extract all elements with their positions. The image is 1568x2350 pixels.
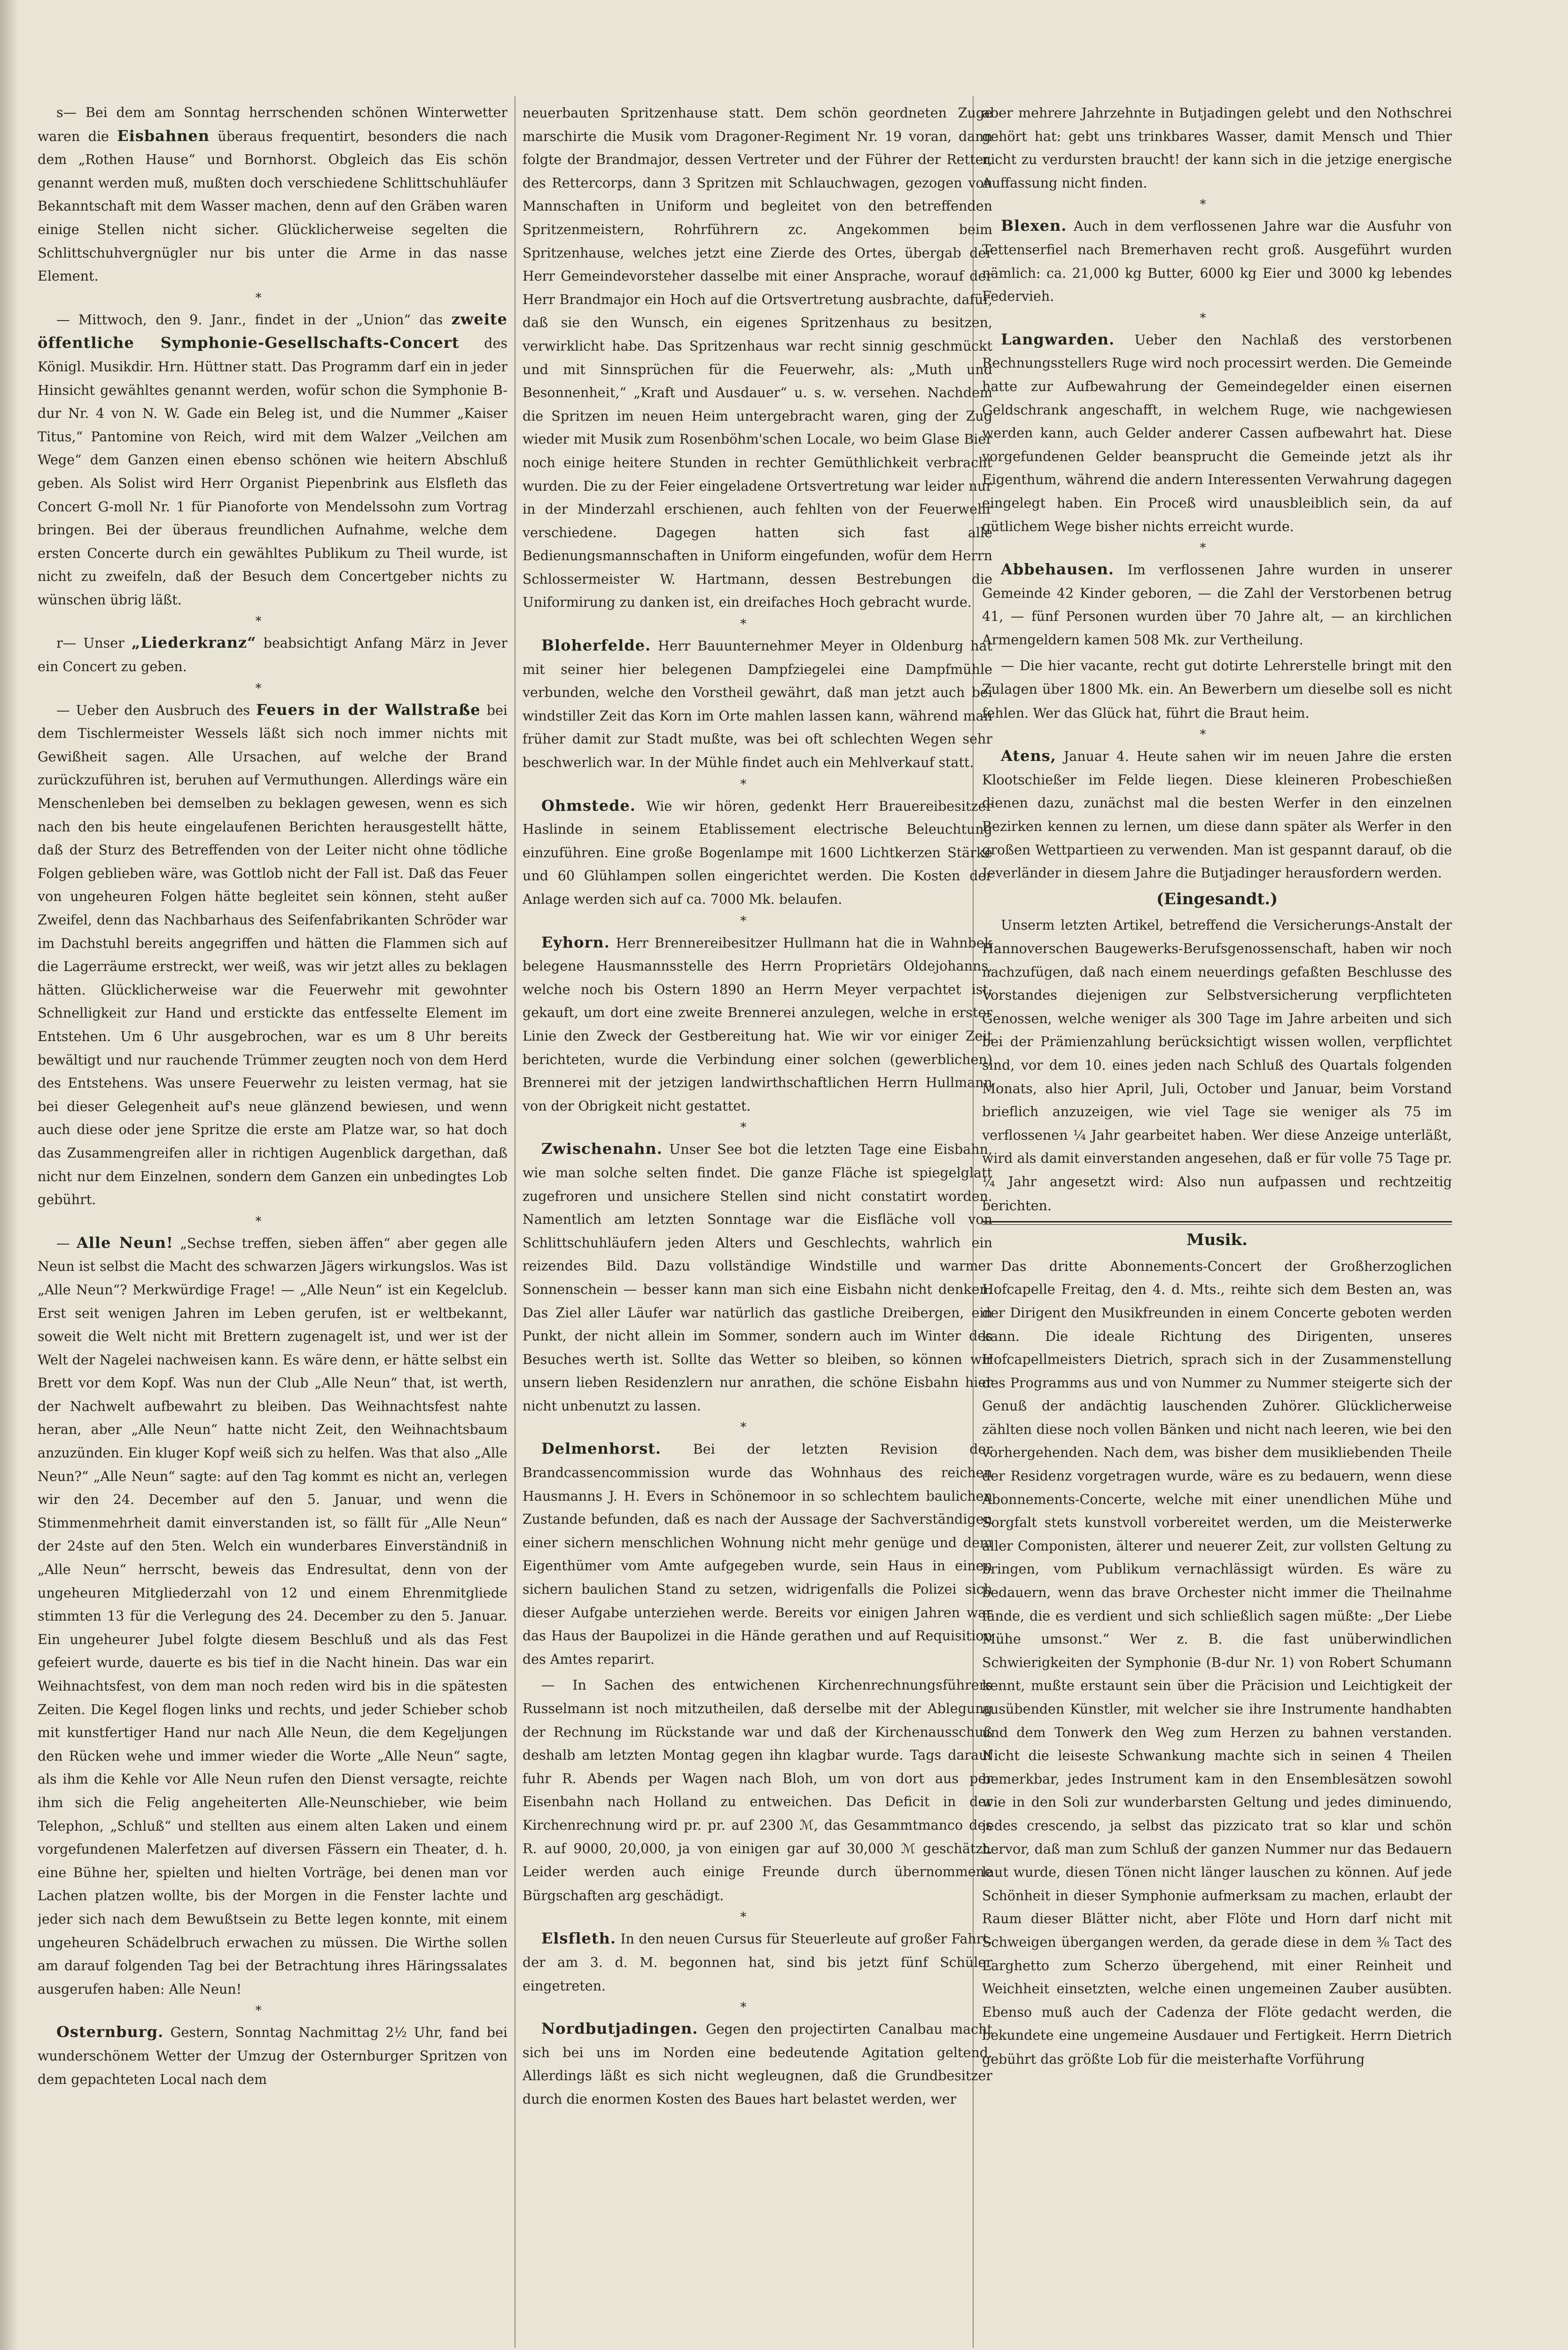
article-paragraph bbox=[38, 2021, 507, 2091]
article-text-body: Auch in dem verflossenen Jahre war die Ausfuhr von Tettenserfiel nach Bremerhaven recht groß. Ausgeführt wurden nämlich: ca. 21,000 kg Butter, 6000 kg Eier und 3000 kg lebendes Federvieh. bbox=[982, 219, 1452, 305]
article-keyword: Osternburg. bbox=[56, 2023, 164, 2041]
article-text-body: Ueber den Nachlaß des verstorbenen Rechnungsstellers Ruge wird noch processirt werden. Die Gemeinde hatte zur Aufbewahrung der Gemeindegelder einen eisernen Geldschrank angeschafft, in welchem Ruge, wie nachgewiesen werden kann, auch Gelder anderer Cassen aufbewahrt hat. Diese vorgefundenen Gelder beansprucht die Gemeinde jetzt als ihr Eigenthum, während die andern Interessenten Verwahrung dagegen eingelegt haben. Ein Proceß wird unausbleiblich sein, da auf gütlichem Wege bisher nichts erreicht wurde. bbox=[982, 332, 1452, 534]
article-paragraph bbox=[982, 214, 1452, 308]
column-1 bbox=[38, 101, 507, 2348]
article-text-lead: — Die hier vacante, recht gut dotirte Lehrerstelle bringt mit den Zulagen über 1800 Mk. ein. An Bewerbern um dieselbe soll es nicht fehlen. Wer das Glück hat, führt die Braut heim. bbox=[982, 658, 1452, 721]
article-keyword: Atens, bbox=[1001, 747, 1056, 765]
article-paragraph bbox=[523, 1137, 992, 1418]
article-paragraph bbox=[982, 101, 1452, 195]
separator-asterisk: * bbox=[255, 614, 290, 629]
separator-asterisk: * bbox=[740, 914, 775, 928]
separator-asterisk: * bbox=[1200, 311, 1234, 325]
article-text-body: „Sechse treffen, sieben äffen“ aber gegen alle Neun ist selbst die Macht des schwarzen Jägers wirkungslos. Was ist „Alle Neun“? Merkwürdige Frage! — „Alle Neun“ ist ein Kegelclub. Erst seit wenigen Jahren im Leben gerufen, ist er weltbekannt, soweit die Welt nicht mit Brettern zugenagelt ist, und wer ist der Welt der Nagelei nachweisen kann. Es wäre denn, er hätte selbst ein Brett vor dem Kopf. Was nun der Club „Alle Neun“ that, ist werth, der Nachwelt aufbewahrt zu bleiben. Das Weihnachtsfest nahte heran, aber „Alle Neun“ hatte nicht Zeit, den Weihnachtsbaum anzuzünden. Ein kluger Kopf weiß sich zu helfen. Was that also „Alle Neun?“ „Alle Neun“ sagte: auf den Tag kommt es nicht an, verlegen wir den 24. December auf den 5. Januar, und wenn die Stimmenmehrheit damit einverstanden ist, so fällt für „Alle Neun“ der 24ste auf den 5ten. Welch ein wunderbares Einverständniß in „Alle Neun“ herrscht, beweis das Endresultat, denn von der ungeheuren Mitgliederzahl von 12 und einem Ehrenmitgliede stimmten 13 für die Verlegung des 24. December zu den 5. Januar. Ein ungeheurer Jubel folgte diesem Beschluß und als das Fest gefeiert wurde, dauerte es bis tief in die Nacht hinein. Das war ein Weihnachtsfest, von dem man noch reden wird bis in die spätesten Zeiten. Die Kegel flogen links und rechts, und jeder Schieber schob mit kunstfertiger Hand nur nach Alle Neun, die dem Kegeljungen den Rücken wehe und immer wieder die Worte „Alle Neun“ sagte, als ihm die Kehle vor Alle Neun rufen den Dienst versagte, reichte ihm sich die Felig angeheiterten Alle-Neunschieber, wie beim Telephon, „Schluß“ und stellten aus einem alten Laken und einem vorgefundenen Malerfetzen auf diversen Fässern ein Theater, d. h. eine Bühne her, spielten und hielten Vorträge, bei denen man vor Lachen platzen wollte, bis der Morgen in die Fenster lachte und jeder sich nach dem Bewußtsein zu Bette legen konnte, mit einem ungeheuren Schädelbruch erwachen zu müssen. Die Wirthe sollen am darauf folgenden Tag bei der Betrachtung ihres Häringssalates ausgerufen haben: Alle Neun! bbox=[38, 1235, 507, 1997]
separator-asterisk: * bbox=[1200, 541, 1234, 556]
article-paragraph bbox=[38, 698, 507, 1212]
article-paragraph bbox=[523, 634, 992, 775]
article-paragraph bbox=[982, 1255, 1452, 2071]
article-keyword: Abbehausen. bbox=[1001, 560, 1114, 579]
section-heading: (Eingesandt.) bbox=[1156, 889, 1278, 909]
article-text-body: Gestern, Sonntag Nachmittag 2½ Uhr, fand bei wunderschönem Wetter der Umzug der Osternburger Spritzen von dem gepachteten Local nach dem bbox=[38, 2025, 507, 2087]
separator-asterisk: * bbox=[1200, 728, 1234, 742]
article-keyword: Eisbahnen bbox=[117, 126, 210, 145]
separator-asterisk: * bbox=[740, 617, 775, 632]
article-text-lead: Das dritte Abonnements-Concert der Großherzoglichen Hofcapelle Freitag, den 4. d. Mts., reihte sich dem Besten an, was der Dirigent den Musikfreunden in einem Concerte geboten werden kann. Die ideale Richtung des Dirigenten, unseres Hofcapellmeisters Dietrich, sprach sich in der Zusammenstellung des Programms aus und von Nummer zu Nummer steigerte sich der Genuß der andächtig lauschenden Zuhörer. Glücklicherweise zählten diese noch vollen Bänken und nicht nach leeren, wie bei den vorhergehenden. Nach dem, was bisher dem musikliebenden Theile der Residenz vorgetragen wurde, wäre es zu bedauern, wenn diese Abonnements-Concerte, welche mit einer unendlichen Mühe und Sorgfalt stets kunstvoll vorbereitet werden, um die Meisterwerke aller Componisten, älterer und neuerer Zeit, zur vollsten Geltung zu bringen, vom Publikum vernachlässigt würden. Es wäre zu bedauern, wenn das brave Orchester nicht immer die Theilnahme fände, die es verdient und sich schließlich sagen müßte: „Der Liebe Mühe umsonst.“ Wer z. B. die fast unüberwindlichen Schwierigkeiten der Symphonie (B-dur Nr. 1) von Robert Schumann kennt, mußte erstaunt sein über die Präcision und Leichtigkeit der ausübenden Künstler, mit welcher sie ihre Instrumente handhabten und dem Tonwerk den Weg zum Herzen zu bahnen verstanden. Nicht die leiseste Schwankung machte sich in seinen 4 Theilen bemerkbar, jedes Instrument kam in den Ensemblesätzen sowohl wie in den Soli zur wunderbarsten Geltung und jedes diminuendo, jedes crescendo, ja selbst das pizzicato trat so klar und schön hervor, daß man zum Schluß der ganzen Nummer nur das Bedauern laut wurde, diesen Tönen nicht länger lauschen zu können. Auf jede Schönheit in dieser Symphonie aufmerksam zu machen, erlaubt der Raum dieser Blätter nicht, aber Flöte und Horn darf nicht mit Schweigen übergangen werden, da gerade diese in dem ³⁄₈ Tact des Larghetto zum Scherzo übergehend, mit einer Reinheit und Weichheit einsetzten, welche einen ungemeinen Zauber ausübten. Ebenso muß auch der Cadenza der Flöte gedacht werden, die bekundete eine ungemeine Ausdauer und Fertigkeit. Herrn Dietrich gebührt das größte Lob für die meisterhafte Vorführung bbox=[982, 1258, 1452, 2067]
article-text-lead: — Ueber den Ausbruch des bbox=[56, 702, 256, 718]
separator-asterisk: * bbox=[740, 777, 775, 791]
article-keyword: Delmenhorst. bbox=[541, 1440, 662, 1458]
article-keyword: Elsfleth. bbox=[541, 1929, 616, 1948]
article-paragraph bbox=[982, 328, 1452, 538]
article-text-body: überaus frequentirt, besonders die nach dem „Rothen Hause“ und Bornhorst. Obgleich das Eis schön genannt werden muß, mußten doch verschiedene Schlittschuhläufer Bekanntschaft mit dem Wasser machen, denn auf den Gräben waren einige Stellen nicht sicher. Glücklicherweise segelten die Schlittschuhvergnügler nur bis unter die Arme in das nasse Element. bbox=[38, 128, 507, 284]
article-paragraph bbox=[523, 1927, 992, 1998]
article-keyword: Zwischenahn. bbox=[541, 1140, 663, 1158]
article-paragraph bbox=[38, 308, 507, 612]
article-text-body: bei dem Tischlermeister Wessels läßt sich noch immer nichts mit Gewißheit sagen. Alle Ursachen, auf welche der Brand zurückzuführen ist, beruhen auf Vermuthungen. Allerdings wäre ein Menschenleben bei demselben zu beklagen gewesen, wenn es sich nach den bis heute eingelaufenen Berichten herausgestellt hätte, daß der Sturz des Betreffenden von der Leiter nicht ohne tödliche Folgen geblieben wäre, was Gottlob nicht der Fall ist. Daß das Feuer von ungeheuren Folgen hätte begleitet sein können, steht außer Zweifel, denn das Nachbarhaus des Seifenfabrikanten Schröder war im Dachstuhl bereits angegriffen und hätten die Flammen sich auf die Lagerräume erstreckt, wer weiß, was wir jetzt alles zu beklagen hätten. Glücklicherweise war die Feuerwehr mit gewohnter Schnelligkeit zur Hand und erstickte das entfesselte Element im Entstehen. Um 6 Uhr ausgebrochen, war es um 8 Uhr bereits bewältigt und nur rauchende Trümmer zeugten noch von dem Herd des Entstehens. Was unsere Feuerwehr zu leisten vermag, hat sie bei dieser Gelegenheit auf's neue glänzend bewiesen, und wenn auch diese oder jene Spritze die erste am Platze war, so hat doch das Zusammengreifen aller in richtigen Augenblick dargethan, daß nicht nur dem Einzelnen, sondern dem Ganzen ein unbedingtes Lob gebührt. bbox=[38, 702, 507, 1208]
article-text-body: Herr Brennereibesitzer Hullmann hat die in Wahnbek belegene Hausmannsstelle des Herrn Proprietärs Oldejohanns, welche noch bis Ostern 1890 an Herrn Meyer verpachtet ist, gekauft, um dort eine zweite Brennerei anzulegen, welche in erster Linie den Zweck der Gestbereitung hat. Wie wir vor einiger Zeit berichteten, wurde die Verbindung einer solchen (gewerblichen) Brennerei mit der jetzigen landwirthschaftlichen Herrn Hullmann von der Obrigkeit nicht gestattet. bbox=[523, 935, 992, 1114]
article-text-body: Herr Bauunternehmer Meyer in Oldenburg hat mit seiner hier belegenen Dampfziegelei eine Dampfmühle verbunden, welche den Vorstheil gewährt, daß man jetzt auch bei windstiller Zeit das Korn im Orte mahlen lassen kann, während man früher damit zur Stadt mußte, was bei oft schlechten Wegen sehr beschwerlich war. In der Mühle findet auch ein Mehlverkauf statt. bbox=[523, 638, 992, 771]
article-text-body: Unser See bot die letzten Tage eine Eisbahn, wie man solche selten findet. Die ganze Fläche ist spiegelglatt zugefroren und unsichere Stellen sind nicht constatirt worden. Namentlich am letzten Sonntage war die Eisfläche voll von Schlittschuhläufern jeden Alters und Geschlechts, wahrlich ein reizendes Bild. Dazu vollständige Windstille und warmer Sonnenschein — besser kann man sich eine Eisbahn nicht denken. Das Ziel aller Läufer war natürlich das gastliche Dreibergen, ein Punkt, der nicht allein im Sommer, sondern auch im Winter des Besuches werth ist. Sollte das Wetter so bleiben, so können wir unsern lieben Residenzlern nur anrathen, die schöne Eisbahn hier nicht unbenutzt zu lassen. bbox=[523, 1142, 992, 1414]
article-text-body: In den neuen Cursus für Steuerleute auf großer Fahrt, der am 3. d. M. begonnen hat, sind bis jetzt fünf Schüler eingetreten. bbox=[523, 1931, 992, 1994]
article-keyword: Nordbutjadingen. bbox=[541, 2020, 698, 2038]
article-keyword: Bloherfelde. bbox=[541, 636, 651, 655]
article-text-body: Gegen den projectirten Canalbau macht sich bei uns im Norden eine bedeutende Agitation geltend. Allerdings läßt es sich nicht wegleugnen, daß die Grundbesitzer durch die enormen Kosten des Baues hart belastet werden, wer bbox=[523, 2021, 992, 2107]
article-text-lead: — Mittwoch, den 9. Janr., findet in der „Union“ das bbox=[56, 312, 452, 328]
separator-asterisk: * bbox=[255, 2004, 290, 2018]
article-text-lead: s— Bei dem am Sonntag herrschenden schönen Winterwetter waren die bbox=[38, 105, 507, 144]
article-text-body: aber mehrere Jahrzehnte in Butjadingen gelebt und den Nothschrei gehört hat: gebt uns trinkbares Wasser, damit Mensch und Thier nicht zu verdursten braucht! der kann sich in die jetzige energische Auffassung nicht finden. bbox=[982, 105, 1452, 191]
page-edge-shadow bbox=[0, 0, 19, 2350]
article-paragraph bbox=[523, 1437, 992, 1671]
article-paragraph bbox=[38, 1231, 507, 2001]
article-paragraph bbox=[982, 654, 1452, 725]
article-keyword: „Liederkranz“ bbox=[131, 634, 257, 652]
article-keyword: Ohmstede. bbox=[541, 796, 636, 815]
section-rule bbox=[982, 1221, 1452, 1225]
article-text-body: Januar 4. Heute sahen wir im neuen Jahre die ersten Klootschießer im Felde liegen. Diese kleineren Probeschießen dienen dazu, zunächst mal die besten Werfer in den einzelnen Bezirken kennen zu lernen, um diese dann später als Werfer in den großen Wettpartieen zu verwenden. Man ist gespannt darauf, ob die Jeverländer in diesem Jahre die Butjadinger herausfordern werden. bbox=[982, 749, 1452, 881]
article-text-lead: — In Sachen des entwichenen Kirchenrechnungsführers Russelmann ist noch mitzutheilen, daß derselbe mit der Ablegung der Rechnung im Rückstande war und daß der Kirchenausschuß deshalb am letzten Montag gegen ihn klagbar wurde. Tags darauf fuhr R. Abends per Wagen nach Bloh, um von dort aus per Eisenbahn nach Holland zu entweichen. Das Deficit in der Kirchenrechnung wird pr. pr. auf 2300 ℳ, das Gesammtmanco des R. auf 9000, 20,000, ja von einigen gar auf 30,000 ℳ geschätzt. Leider werden auch einige Freunde durch übernommene Bürgschaften arg geschädigt. bbox=[523, 1677, 992, 1904]
section-heading: Musik. bbox=[1186, 1230, 1248, 1250]
article-keyword: zweite öffentliche Symphonie-Gesellschafts-Concert bbox=[38, 310, 507, 352]
article-text-body: beabsichtigt Anfang März in Jever ein Concert zu geben. bbox=[38, 635, 507, 675]
article-paragraph bbox=[982, 744, 1452, 885]
separator-asterisk: * bbox=[740, 1910, 775, 1925]
article-text-lead: Unserm letzten Artikel, betreffend die Versicherungs-Anstalt der Hannoverschen Baugewerks-Berufsgenossenschaft, haben wir noch nachzufügen, daß nach einem neuerdings gefaßten Beschlusse des Vorstandes diejenigen zur Selbstversicherung verpflichteten Genossen, welche weniger als 300 Tage im Jahre arbeiten und sich bei der Prämienzahlung berücksichtigt wissen wollen, verpflichtet sind, vor dem 10. eines jeden nach Schluß des Quartals folgenden Monats, also hier April, Juli, October und Januar, beim Vorstand brieflich anzuzeigen, wie viel Tage sie weniger als 75 im verflossenen ¼ Jahr gearbeitet haben. Wer diese Anzeige unterläßt, wird als damit einverstanden angesehen, daß er für volle 75 Tage pr. ¼ Jahr angesetzt wird: Also nun aufpassen und rechtzeitig berichten. bbox=[982, 917, 1452, 1214]
article-paragraph bbox=[982, 558, 1452, 651]
separator-asterisk: * bbox=[255, 681, 290, 696]
article-paragraph bbox=[523, 2017, 992, 2111]
article-text-lead: — bbox=[56, 1235, 77, 1251]
article-paragraph bbox=[523, 1674, 992, 1907]
separator-asterisk: * bbox=[740, 1420, 775, 1435]
article-text-body: Im verflossenen Jahre wurden in unserer Gemeinde 42 Kinder geboren, — die Zahl der Verstorbenen betrug 41, — fünf Personen wurden über 70 Jahre alt, — an kirchlichen Armengeldern kamen 508 Mk. zur Vertheilung. bbox=[982, 562, 1452, 648]
article-paragraph bbox=[523, 794, 992, 911]
article-text-lead: r— Unser bbox=[56, 635, 132, 651]
article-text-body: Wie wir hören, gedenkt Herr Brauereibesitzer Haslinde in seinem Etablissement electrische Beleuchtung einzuführen. Eine große Bogenlampe mit 1600 Lichtkerzen Stärke und 60 Glühlampen sollen eingerichtet werden. Die Kosten der Anlage werden sich auf ca. 7000 Mk. belaufen. bbox=[523, 798, 992, 907]
article-text-body: Bei der letzten Revision der Brandcassencommission wurde das Wohnhaus des reichen Hausmanns J. H. Evers in Schönemoor in so schlechtem baulichen Zustande befunden, daß es nach der Aussage der Sachverständigen einer sichern menschlichen Wohnung nicht mehr genüge und dem Eigenthümer vom Amte aufgegeben wurde, sein Haus in einen sichern baulichen Stand zu setzen, widrigenfalls die Polizei sich dieser Aufgabe unterziehen werde. Bereits vor einigen Jahren war das Haus der Baupolizei in die Hände gerathen und auf Requisition des Amtes reparirt. bbox=[523, 1441, 992, 1667]
article-keyword: Alle Neun! bbox=[76, 1233, 173, 1252]
article-keyword: Eyhorn. bbox=[541, 933, 610, 951]
separator-asterisk: * bbox=[740, 1120, 775, 1135]
article-paragraph bbox=[38, 101, 507, 288]
separator-asterisk: * bbox=[740, 2000, 775, 2015]
article-paragraph bbox=[38, 631, 507, 678]
article-keyword: Blexen. bbox=[1001, 217, 1067, 235]
article-paragraph bbox=[523, 931, 992, 1118]
article-keyword: Feuers in der Wallstraße bbox=[256, 700, 481, 719]
separator-asterisk: * bbox=[255, 1214, 290, 1229]
article-text-body: des Königl. Musikdir. Hrn. Hüttner statt. Das Programm darf ein in jeder Hinsicht gewähltes genannt werden, wofür schon die Symphonie B-dur Nr. 4 von N. W. Gade ein Beleg ist, und die Nummer „Kaiser Titus,“ Pantomine von Reich, wird mit dem Walzer „Veilchen am Wege“ dem Ganzen einen ebenso schönen wie heitern Abschluß geben. Als Solist wird Herr Organist Piepenbrink aus Elsfleth das Concert G-moll Nr. 1 für Pianoforte von Mendelssohn zum Vortrag bringen. Bei der überaus freundlichen Aufnahme, welche dem ersten Concerte durch ein gewähltes Publikum zu Theil wurde, ist nicht zu zweifeln, daß der Besuch dem Concertgeber nichts zu wünschen übrig läßt. bbox=[38, 336, 507, 608]
column-2 bbox=[523, 101, 992, 2348]
article-paragraph bbox=[982, 914, 1452, 1217]
article-text-body: neuerbauten Spritzenhause statt. Dem schön geordneten Zuge marschirte die Musik vom Dragoner-Regiment Nr. 19 voran, dann folgte der Brandmajor, dessen Vertreter und der Führer der Retter, des Rettercorps, dann 3 Spritzen mit Schlauchwagen, gezogen von Mannschaften in Uniform und begleitet von den betreffenden Spritzenmeistern, Rohrführern zc. Angekommen beim Spritzenhause, welches jetzt eine Zierde des Ortes, übergab der Herr Gemeindevorsteher dasselbe mit einer Ansprache, worauf der Herr Brandmajor ein Hoch auf die Ortsvertretung ausbrachte, dafür, daß sie den Wunsch, ein eigenes Spritzenhaus zu besitzen, verwirklicht habe. Das Spritzenhaus war recht sinnig geschmückt und mit Sinnsprüchen für die Feuerwehr, als: „Muth und Besonnenheit,“ „Kraft und Ausdauer“ u. s. w. versehen. Nachdem die Spritzen im neuen Heim untergebracht waren, ging der Zug wieder mit Musik zum Rosenböhm'schen Locale, wo beim Glase Bier noch einige heitere Stunden in rechter Gemüthlichkeit verbracht wurden. Die zu der Feier eingeladene Ortsvertretung war leider nur in der Minderzahl erschienen, auch fehlten von der Feuerwehr verschiedene. Dagegen hatten sich fast alle Bedienungsmannschaften in Uniform eingefunden, wofür dem Herrn Schlossermeister W. Hartmann, dessen Bestrebungen die Uniformirung zu danken ist, ein dreifaches Hoch gebracht wurde. bbox=[523, 105, 992, 611]
article-keyword: Langwarden. bbox=[1001, 330, 1115, 348]
column-3 bbox=[982, 101, 1452, 2348]
separator-asterisk: * bbox=[1200, 197, 1234, 212]
separator-asterisk: * bbox=[255, 290, 290, 305]
article-paragraph bbox=[523, 101, 992, 614]
